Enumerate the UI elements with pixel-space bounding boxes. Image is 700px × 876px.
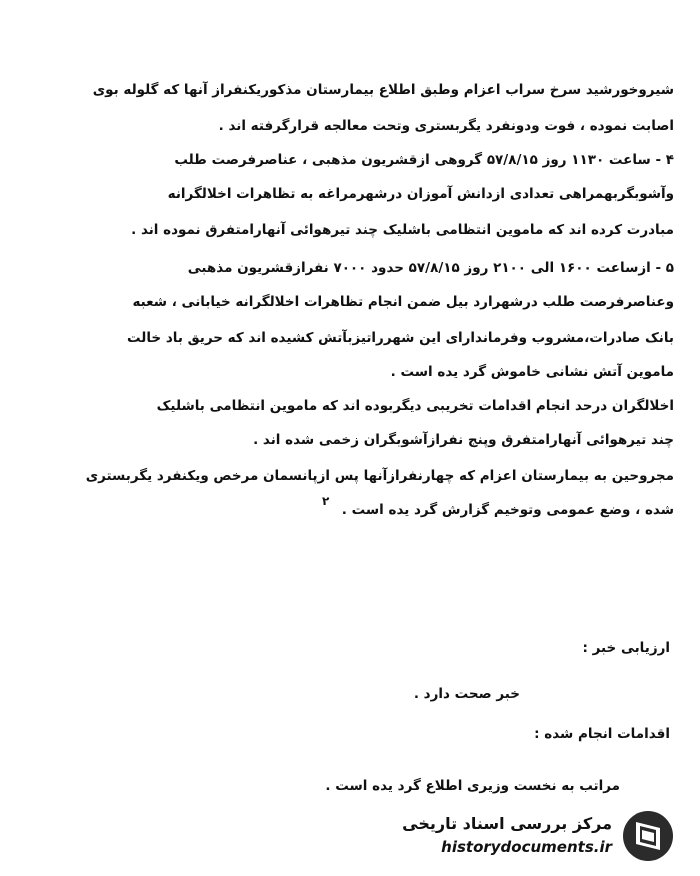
body-line-1: شیروخورشید سرخ سراب اعزام وطبق اطلاع بیمارستان مذکوریکنفراز آنها که گلوله بوی [92, 82, 674, 98]
evaluation-text: خبر صحت دارد . [413, 686, 520, 702]
body-line-13: شده ، وضع عمومی وتوخیم گزارش گرد یده است . [341, 502, 674, 518]
body-line-12: مجروحین به بیمارستان اعزام که چهارنفرازآنها پس ازپانسمان مرخص ویکنفرد یگربستری [85, 468, 674, 484]
archive-url: historydocuments.ir [441, 838, 612, 856]
body-line-4: وآشوبگربهمراهی تعدادی ازدانش آموزان درشهرمراغه به تظاهرات اخلالگرانه [167, 186, 674, 202]
actions-text: مراتب به نخست وزیری اطلاع گرد یده است . [325, 778, 620, 794]
archive-title: مرکز بررسی اسناد تاریخی [402, 814, 612, 833]
actions-heading: اقدامات انجام شده : [534, 726, 670, 742]
footnote-mark: ۲ [322, 494, 330, 508]
evaluation-heading: ارزیابی خبر : [582, 640, 670, 656]
body-line-2: اصابت نموده ، فوت ودونفرد یگربستری وتحت معالجه قرارگرفته اند . [218, 118, 674, 134]
body-line-11: چند تیرهوائی آنهارامتفرق وپنج نفرازآشوبگران زخمی شده اند . [253, 432, 674, 448]
body-line-10: اخلالگران درحد انجام اقدامات تخریبی دیگربوده اند که ماموین انتظامی باشلیک [156, 398, 674, 414]
body-line-3: ۴ - ساعت ۱۱۳۰ روز ۵۷/۸/۱۵ گروهی ازقشریون مذهبی ، عناصرفرصت طلب [174, 152, 674, 168]
archive-logo-icon [620, 808, 676, 864]
body-line-7: وعناصرفرصت طلب درشهرارد بیل ضمن انجام تظاهرات اخلالگرانه خیابانی ، شعبه [132, 294, 674, 310]
body-line-5: مبادرت کرده اند که ماموین انتظامی باشلیک چند تیرهوائی آنهارامتفرق نموده اند . [131, 222, 674, 238]
body-line-6: ۵ - ازساعت ۱۶۰۰ الی ۲۱۰۰ روز ۵۷/۸/۱۵ حدود ۷۰۰۰ نفرازقشریون مذهبی [187, 260, 674, 276]
body-line-8: بانک صادرات،مشروب وفرماندارای این شهرراتیزبآتش کشیده اند که حریق باد خالت [126, 330, 674, 346]
watermark-footer [402, 804, 682, 866]
body-line-9: ماموین آتش نشانی خاموش گرد یده است . [390, 364, 674, 380]
